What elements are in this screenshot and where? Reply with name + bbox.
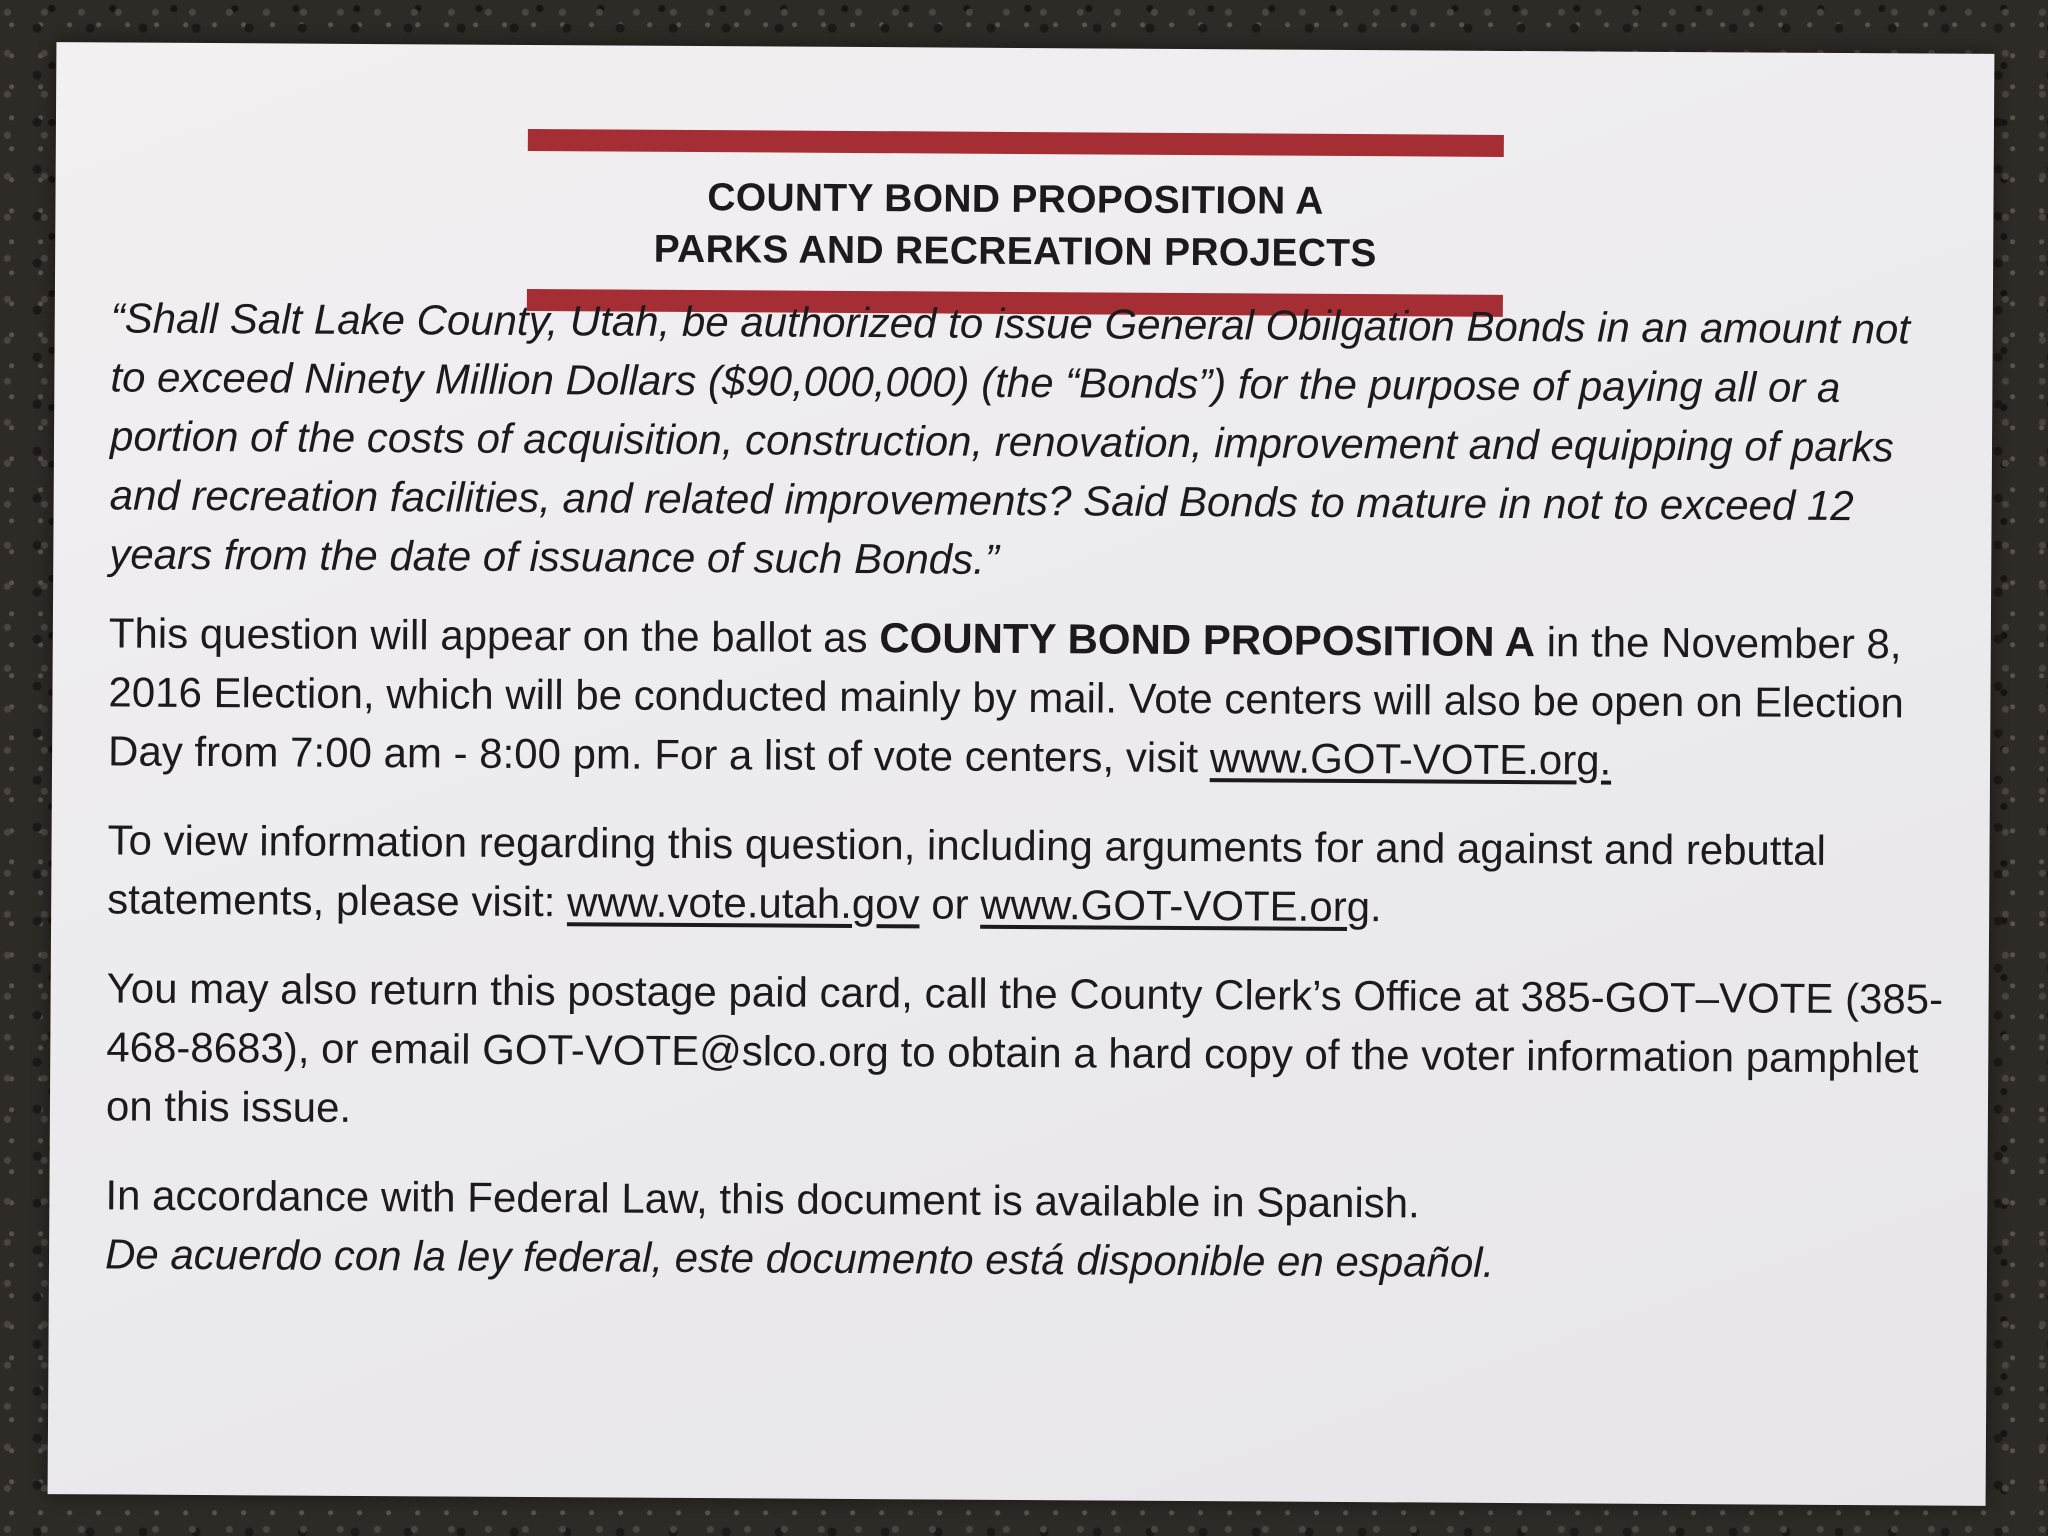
ballot-paragraph [108, 603, 1949, 791]
proposition-name: COUNTY BOND PROPOSITION A [879, 614, 1536, 666]
federal-law-spanish: De acuerdo con la ley federal, este documento está disponible en español. [104, 1230, 1495, 1286]
federal-law-english: In accordance with Federal Law, this document is available in Spanish. [105, 1171, 1420, 1227]
ballot-text-after: in the November 8, 2016 Election, which will be conducted mainly by mail. Vote centers will also be open on Election Day from 7:00 am - 8:00 pm. For a list of vote centers, visit [107, 618, 1904, 782]
card-body [105, 288, 1951, 1294]
card-title [527, 151, 1504, 295]
got-vote-link-2[interactable]: www.GOT-VOTE.org [980, 880, 1371, 931]
title-line-1: COUNTY BOND PROPOSITION A [707, 176, 1324, 223]
ballot-question-quote: “Shall Salt Lake County, Utah, be authorized to issue General Obilgation Bonds in an amount not to exceed Ninety Million Dollars ($90,000,000) (the “Bonds”) for the purpose of paying all or a portion of the costs of acquisition, construction, renovation, improvement and equipping of parks and recreation facilities, and related improvements? Said Bonds to mature in not to exceed 12 years from the date of issuance of such Bonds.” [109, 294, 1911, 583]
return-card-paragraph: You may also return this postage paid card, call the County Clerk’s Office at 385-GOT–VOTE (385-468-8683), or email GOT-VOTE@slco.org to obtain a hard copy of the voter information pamphlet on this issue. [105, 964, 1944, 1131]
title-block [527, 129, 1504, 317]
postcard [48, 42, 1995, 1506]
info-text-middle: or [919, 880, 981, 928]
title-line-2: PARKS AND RECREATION PROJECTS [653, 227, 1377, 276]
info-paragraph [107, 810, 1948, 939]
ballot-text-before: This question will appear on the ballot as [108, 609, 880, 662]
got-vote-link[interactable]: www.GOT-VOTE.org. [1209, 734, 1612, 784]
vote-utah-link[interactable]: www.vote.utah.gov [566, 878, 920, 928]
info-text-after: . [1369, 883, 1382, 931]
federal-law-paragraph [105, 1165, 1946, 1294]
info-text-before: To view information regarding this question, including arguments for and against and rebuttal statements, please visit: [107, 816, 1827, 926]
